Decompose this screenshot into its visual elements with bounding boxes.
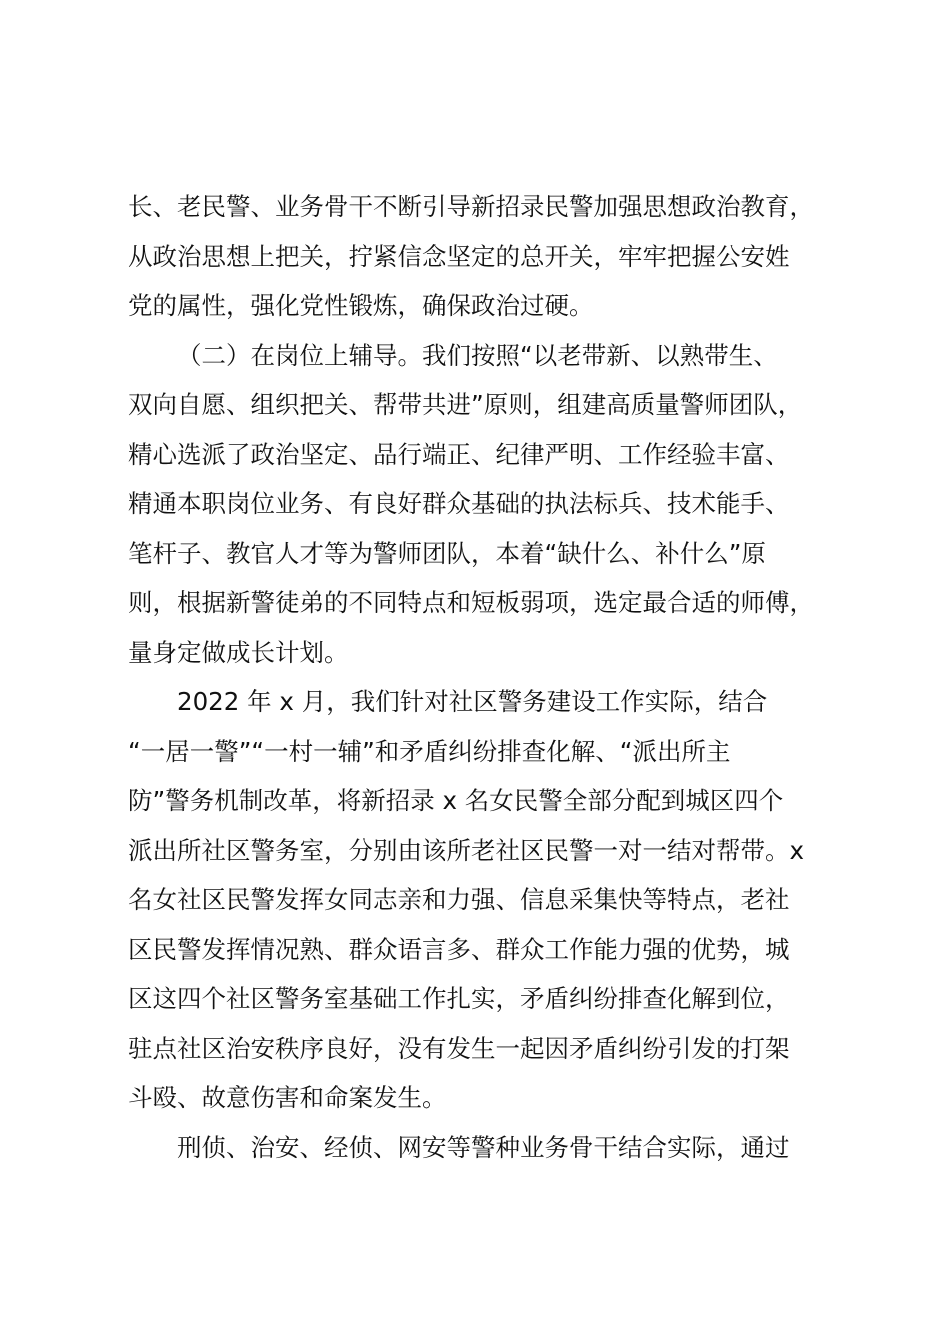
text-line: 刑侦、治安、经侦、网安等警种业务骨干结合实际，通过: [177, 1132, 790, 1162]
text-line: 笔杆子、教官人才等为警师团队，本着“缺什么、补什么”原: [128, 538, 766, 568]
text-line: 长、老民警、业务骨干不断引导新招录民警加强思想政治教育，: [128, 192, 814, 221]
text-line: 2022 年 x 月，我们针对社区警务建设工作实际，结合: [177, 687, 768, 716]
text-line: 驻点社区治安秩序良好，没有发生一起因矛盾纠纷引发的打架: [128, 1033, 790, 1063]
text-line: “一居一警”“一村一辅”和矛盾纠纷排查化解、“派出所主: [128, 736, 731, 766]
text-line: 党的属性，强化党性锻炼，确保政治过硬。: [128, 291, 594, 320]
text-line: 区这四个社区警务室基础工作扎实，矛盾纠纷排查化解到位，: [128, 984, 790, 1013]
text-line: 区民警发挥情况熟、群众语言多、群众工作能力强的优势，城: [128, 934, 790, 964]
document-body: [128, 182, 858, 1172]
text-line: 则，根据新警徒弟的不同特点和短板弱项，选定最合适的师傅，: [128, 588, 814, 617]
text-line: 量身定做成长计划。: [128, 637, 349, 667]
text-line: 防”警务机制改革，将新招录 x 名女民警全部分配到城区四个: [128, 786, 784, 815]
text-line: 派出所社区警务室，分别由该所老社区民警一对一结对帮带。x: [128, 835, 804, 865]
text-line: 双向自愿、组织把关、帮带共进”原则，组建高质量警师团队，: [128, 390, 803, 419]
text-line: 名女社区民警发挥女同志亲和力强、信息采集快等特点，老社: [128, 885, 790, 914]
text-line: 精心选派了政治坚定、品行端正、纪律严明、工作经验丰富、: [128, 439, 790, 469]
text-line: 精通本职岗位业务、有良好群众基础的执法标兵、技术能手、: [128, 489, 790, 518]
text-line: 斗殴、故意伤害和命案发生。: [128, 1083, 447, 1112]
text-line: （二）在岗位上辅导。我们按照“以老带新、以熟带生、: [177, 340, 778, 370]
text-line: 从政治思想上把关，拧紧信念坚定的总开关，牢牢把握公安姓: [128, 241, 790, 271]
